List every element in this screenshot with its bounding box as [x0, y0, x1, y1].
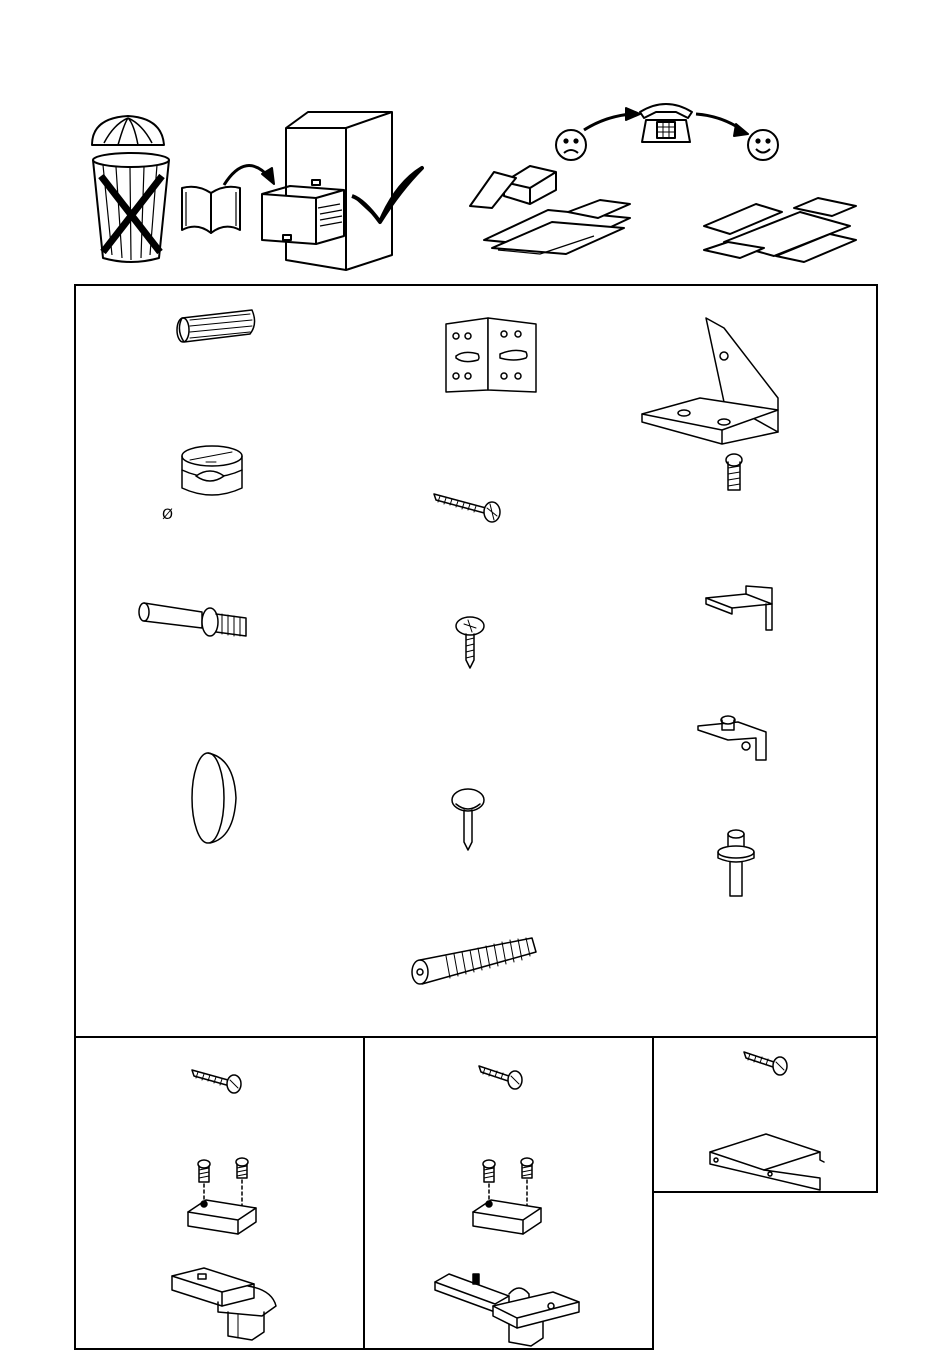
angle-bracket-icon — [446, 318, 536, 392]
parts-panel — [74, 284, 878, 1038]
flat-bracket-icon — [710, 1134, 824, 1190]
trash-bin-icon — [92, 116, 169, 262]
hinge-panel-middle — [363, 1036, 654, 1350]
wooden-dowel-icon — [177, 310, 255, 342]
diameter-symbol: Ø — [162, 507, 174, 523]
shelf-support-icon — [706, 586, 772, 630]
hinge-panel-left — [74, 1036, 365, 1350]
shelf-pin-clip-icon — [698, 716, 766, 760]
happy-face-icon — [748, 130, 778, 160]
mounting-plate-icon — [473, 1158, 541, 1234]
door-bumper-pin-icon — [718, 830, 754, 896]
cam-lock-icon — [182, 446, 242, 495]
filing-cabinet-icon — [262, 112, 392, 270]
short-screw-icon — [726, 454, 742, 490]
straight-hinge-icon — [172, 1268, 276, 1340]
sad-face-icon — [556, 130, 586, 160]
screw-icon — [479, 1066, 522, 1089]
screw-icon — [192, 1070, 241, 1093]
wood-plug-icon — [192, 753, 236, 843]
panels-icon — [704, 198, 856, 262]
curved-arrow-icon — [224, 166, 274, 185]
overlay-hinge-icon — [435, 1274, 579, 1346]
box-icon — [470, 166, 630, 254]
mounting-plate-icon — [188, 1158, 256, 1234]
pan-head-screw-icon — [456, 617, 484, 668]
header-illustrations — [0, 0, 950, 285]
bracket-panel-right — [652, 1036, 878, 1193]
wood-screw-icon — [434, 494, 500, 522]
cam-bolt-icon — [139, 603, 246, 636]
manual-book-icon — [182, 187, 240, 233]
corner-brace-icon — [642, 318, 778, 444]
stud-nail-icon — [452, 789, 484, 850]
screw-icon — [744, 1052, 787, 1075]
telephone-icon — [640, 104, 692, 142]
connector-bolt-icon — [412, 938, 536, 984]
